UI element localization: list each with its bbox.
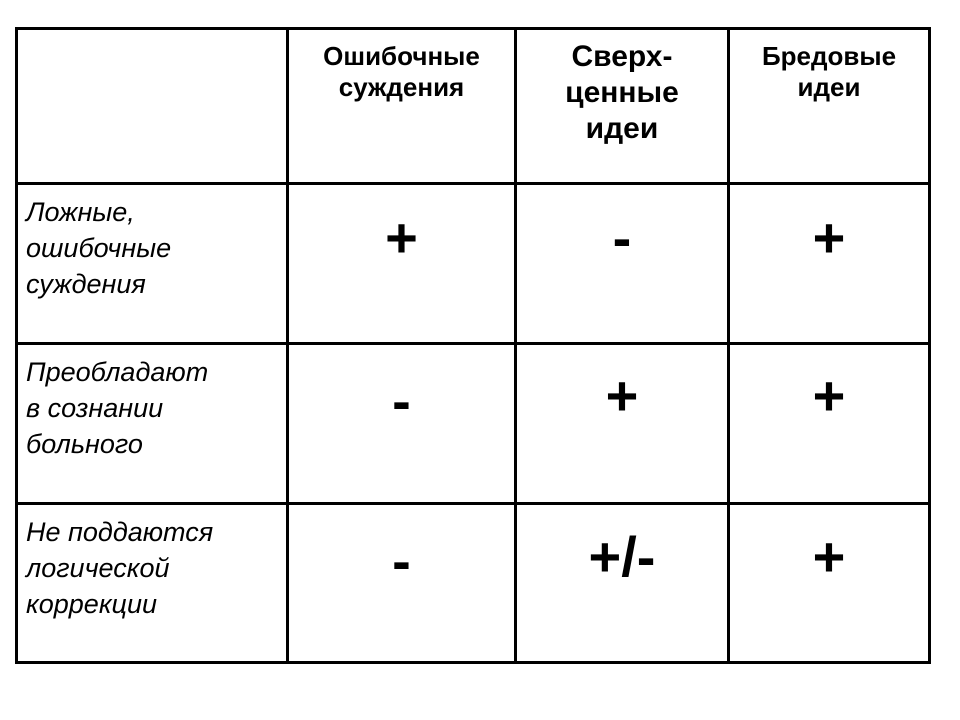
header-line: суждения: [338, 72, 465, 102]
header-line: идеи: [585, 112, 659, 145]
value-mark: -: [612, 206, 632, 269]
row-label-false-judgments: [18, 185, 289, 345]
value-cell: [289, 505, 517, 661]
row-label-line: больного: [26, 429, 143, 459]
comparison-table: [15, 27, 931, 664]
header-overvalued-ideas: [517, 30, 730, 185]
row-label-predominate-in-mind: [18, 345, 289, 505]
value-mark: -: [392, 369, 411, 432]
row-label-line: коррекции: [26, 589, 158, 619]
value-mark: +: [812, 525, 846, 588]
row-label-line: логической: [26, 553, 170, 583]
header-line: Ошибочные: [323, 41, 480, 71]
value-cell: [289, 345, 517, 505]
row-label-line: Не поддаются: [26, 517, 214, 547]
header-line: Сверх-: [571, 40, 673, 73]
value-mark: +: [812, 206, 846, 269]
value-cell: [730, 345, 928, 505]
value-cell: [730, 505, 928, 661]
value-mark: +: [812, 364, 846, 427]
value-cell: [517, 345, 730, 505]
header-erroneous-judgments: [289, 30, 517, 185]
value-cell: [289, 185, 517, 345]
value-cell: [517, 505, 730, 661]
header-delusional-ideas: [730, 30, 928, 185]
header-empty-cell: [18, 30, 289, 185]
row-label-line: в сознании: [26, 393, 164, 423]
header-line: ценные: [565, 76, 679, 109]
header-line: идеи: [797, 72, 861, 102]
row-label-line: ошибочные: [26, 233, 172, 263]
value-mark: +: [385, 206, 418, 269]
value-mark: -: [392, 529, 411, 592]
row-label-line: Ложные,: [26, 197, 135, 227]
value-mark: +: [605, 364, 639, 427]
row-label-not-amenable-to-correction: [18, 505, 289, 661]
value-cell: [517, 185, 730, 345]
row-label-line: Преобладают: [26, 357, 209, 387]
header-line: Бредовые: [761, 41, 897, 71]
value-cell: [730, 185, 928, 345]
value-mark: +/-: [588, 525, 656, 588]
row-label-line: суждения: [26, 269, 146, 299]
